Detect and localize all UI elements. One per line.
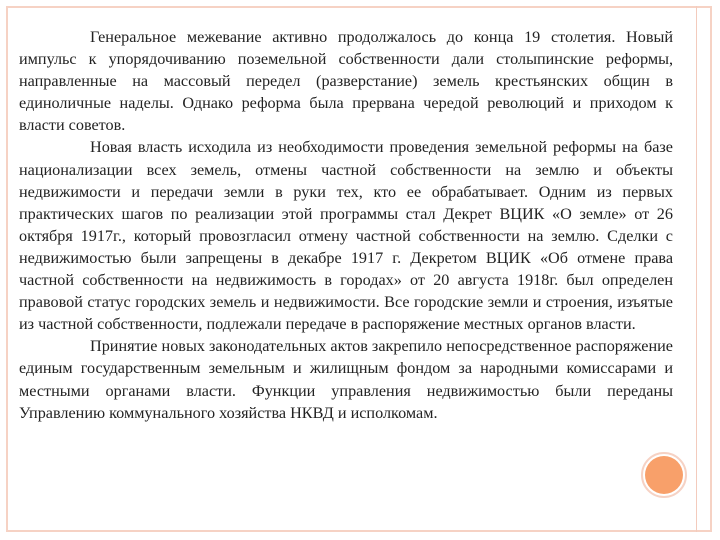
paragraph-3: Принятие новых законодательных актов закрепило непосредственное распоряжение единым государственным земельным и жилищным фондом за народными комиссарами и местными органами власти. Функции управления недвижимостью были переданы Управлению коммунального хозяйства НКВД и исполкомам. [19, 337, 673, 422]
slide-body-text [19, 26, 673, 424]
frame-right-rule [696, 6, 697, 532]
paragraph-1: Генеральное межевание активно продолжалось до конца 19 столетия. Новый импульс к упорядочиванию поземельной собственности дали столыпинские реформы, направленные на массовый передел (разверстание) земель крестьянских общин в единоличные наделы. Однако реформа была прервана чередой революций и приходом к власти советов. [19, 28, 673, 135]
paragraph-2: Новая власть исходила из необходимости проведения земельной реформы на базе национализации всех земель, отмены частной собственности на землю и объекты недвижимости и передачи земли в руки тех, кто ее обрабатывает. Одним из первых практических шагов по реализации этой программы стал Декрет ВЦИК «О земле» от 26 октября 1917г., который провозгласил отмену частной собственности на землю. Сделки с недвижимостью были запрещены в декабре 1917 г. Декретом ВЦИК «Об отмене права частной собственности на недвижимость в городах» от 20 августа 1918г. был определен правовой статус городских земель и недвижимости. Все городские земли и строения, изъятые из частной собственности, подлежали передаче в распоряжение местных органов власти. [19, 138, 673, 334]
decorative-circle-dot [645, 456, 683, 494]
